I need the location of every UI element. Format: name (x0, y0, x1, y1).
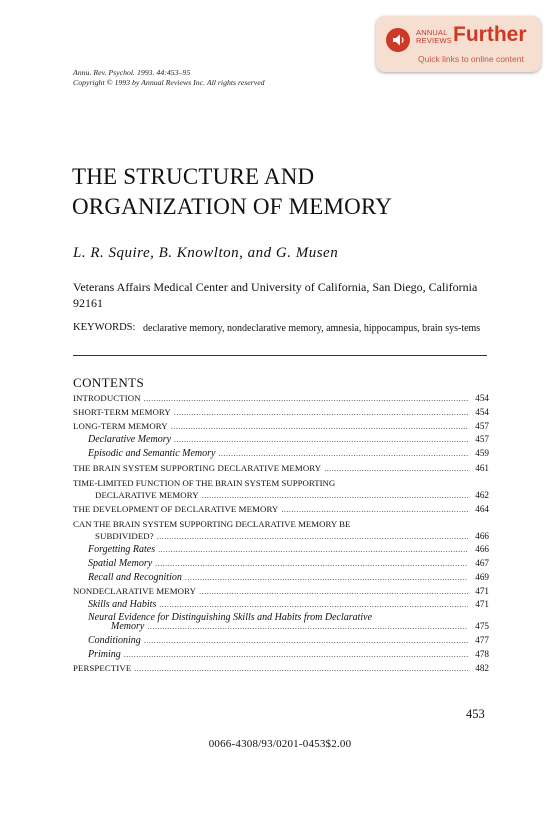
toc-entry[interactable] (88, 572, 489, 584)
toc-entry-title: Memory (111, 621, 145, 632)
toc-entry[interactable] (88, 448, 489, 460)
toc-entry-title: THE BRAIN SYSTEM SUPPORTING DECLARATIVE MEMORY (73, 463, 322, 473)
toc-entry-title: Priming (88, 649, 121, 660)
toc-entry-page: 454 (475, 393, 489, 403)
toc-entry-page: 478 (475, 649, 489, 659)
toc-entry-title: Spatial Memory (88, 558, 153, 569)
further-badge[interactable] (376, 16, 541, 72)
toc-dot-leader (134, 664, 468, 673)
toc-entry-page: 482 (475, 663, 489, 673)
toc-entry[interactable] (73, 407, 489, 419)
toc-entry[interactable] (73, 421, 489, 433)
title-line-2: ORGANIZATION OF MEMORY (72, 194, 393, 219)
toc-entry-page: 466 (475, 531, 489, 541)
toc-entry-page: 464 (475, 504, 489, 514)
toc-entry[interactable] (88, 544, 489, 556)
toc-entry-page: 466 (475, 544, 489, 554)
toc-dot-leader (185, 573, 468, 582)
toc-entry[interactable] (95, 490, 489, 502)
toc-entry-title: NONDECLARATIVE MEMORY (73, 586, 197, 596)
toc-dot-leader (157, 532, 468, 541)
toc-dot-leader (174, 408, 468, 417)
badge-further-label: Further (453, 23, 527, 46)
toc-entry-page: 475 (475, 621, 489, 631)
toc-entry-title: Conditioning (88, 635, 141, 646)
toc-dot-leader (147, 622, 468, 631)
toc-entry-title: SHORT-TERM MEMORY (73, 407, 171, 417)
toc-dot-leader (159, 600, 468, 609)
toc-entry-title: Skills and Habits (88, 599, 157, 610)
toc-entry[interactable] (88, 558, 489, 570)
toc-entry[interactable] (73, 463, 489, 475)
toc-entry-title: Episodic and Semantic Memory (88, 448, 216, 459)
toc-entry-title: Recall and Recognition (88, 572, 182, 583)
toc-entry[interactable] (88, 649, 489, 661)
issn-code: 0066-4308/93/0201-0453$2.00 (208, 738, 352, 750)
toc-dot-leader (124, 650, 468, 659)
toc-entry-page: 477 (475, 635, 489, 645)
toc-entry-page: 461 (475, 463, 489, 473)
toc-entry-page: 459 (475, 448, 489, 458)
toc-entry[interactable] (73, 393, 489, 405)
toc-entry-page: 469 (475, 572, 489, 582)
toc-entry-page: 457 (475, 434, 489, 444)
toc-dot-leader (199, 587, 468, 596)
toc-entry[interactable] (95, 531, 489, 543)
toc-dot-leader (171, 422, 468, 431)
affiliation: Veterans Affairs Medical Center and University of California, San Diego, California 92161 (73, 280, 478, 310)
toc-entry-line-1: TIME-LIMITED FUNCTION OF THE BRAIN SYSTEM SUPPORTING (73, 478, 336, 488)
badge-reviews-label: REVIEWS (416, 36, 452, 45)
toc-entry-title: Declarative Memory (88, 434, 172, 445)
toc-dot-leader (281, 505, 468, 514)
article-title (72, 162, 392, 222)
toc-entry[interactable] (88, 599, 489, 611)
toc-dot-leader (144, 394, 468, 403)
toc-entry[interactable] (73, 504, 489, 516)
toc-entry-line-1: Neural Evidence for Distinguishing Skills and Habits from Declarative (88, 612, 373, 623)
contents-heading: CONTENTS (73, 375, 145, 390)
badge-annual-label: ANNUAL (416, 28, 448, 37)
toc-entry[interactable] (73, 663, 489, 675)
title-line-1: THE STRUCTURE AND (72, 164, 315, 189)
toc-entry-title: PERSPECTIVE (73, 663, 132, 673)
toc-entry[interactable] (111, 621, 489, 633)
toc-entry-page: 471 (475, 586, 489, 596)
toc-entry-title: THE DEVELOPMENT OF DECLARATIVE MEMORY (73, 504, 279, 514)
toc-dot-leader (218, 449, 468, 458)
badge-quick-links[interactable]: Quick links to online content (418, 54, 524, 64)
toc-entry-title: INTRODUCTION (73, 393, 141, 403)
toc-dot-leader (174, 435, 468, 444)
toc-entry-title: Forgetting Rates (88, 544, 156, 555)
divider (73, 355, 487, 356)
toc-entry[interactable] (73, 586, 489, 598)
toc-entry-page: 454 (475, 407, 489, 417)
speaker-icon (386, 28, 410, 52)
citation-line-2: Copyright © 1993 by Annual Reviews Inc. All rights reserved (73, 78, 265, 87)
page-number: 453 (466, 707, 485, 721)
toc-dot-leader (155, 559, 468, 568)
toc-entry-title: LONG-TERM MEMORY (73, 421, 168, 431)
authors: L. R. Squire, B. Knowlton, and G. Musen (73, 245, 339, 261)
toc-entry-page: 467 (475, 558, 489, 568)
toc-entry[interactable] (88, 434, 489, 446)
toc-entry-title: DECLARATIVE MEMORY (95, 490, 199, 500)
toc-dot-leader (158, 545, 468, 554)
toc-entry-page: 462 (475, 490, 489, 500)
citation-line-1: Annu. Rev. Psychol. 1993. 44:453–95 (73, 68, 191, 77)
toc-dot-leader (324, 464, 468, 473)
toc-dot-leader (144, 636, 468, 645)
keywords-label: KEYWORDS: (73, 322, 136, 333)
toc-entry-line-1: CAN THE BRAIN SYSTEM SUPPORTING DECLARATIVE MEMORY BE (73, 519, 351, 529)
toc-entry[interactable] (88, 635, 489, 647)
toc-dot-leader (202, 491, 468, 500)
toc-entry-page: 471 (475, 599, 489, 609)
toc-entry-page: 457 (475, 421, 489, 431)
keywords-text: declarative memory, nondeclarative memory, amnesia, hippocampus, brain sys-tems (143, 323, 481, 334)
toc-entry-title: SUBDIVIDED? (95, 531, 154, 541)
